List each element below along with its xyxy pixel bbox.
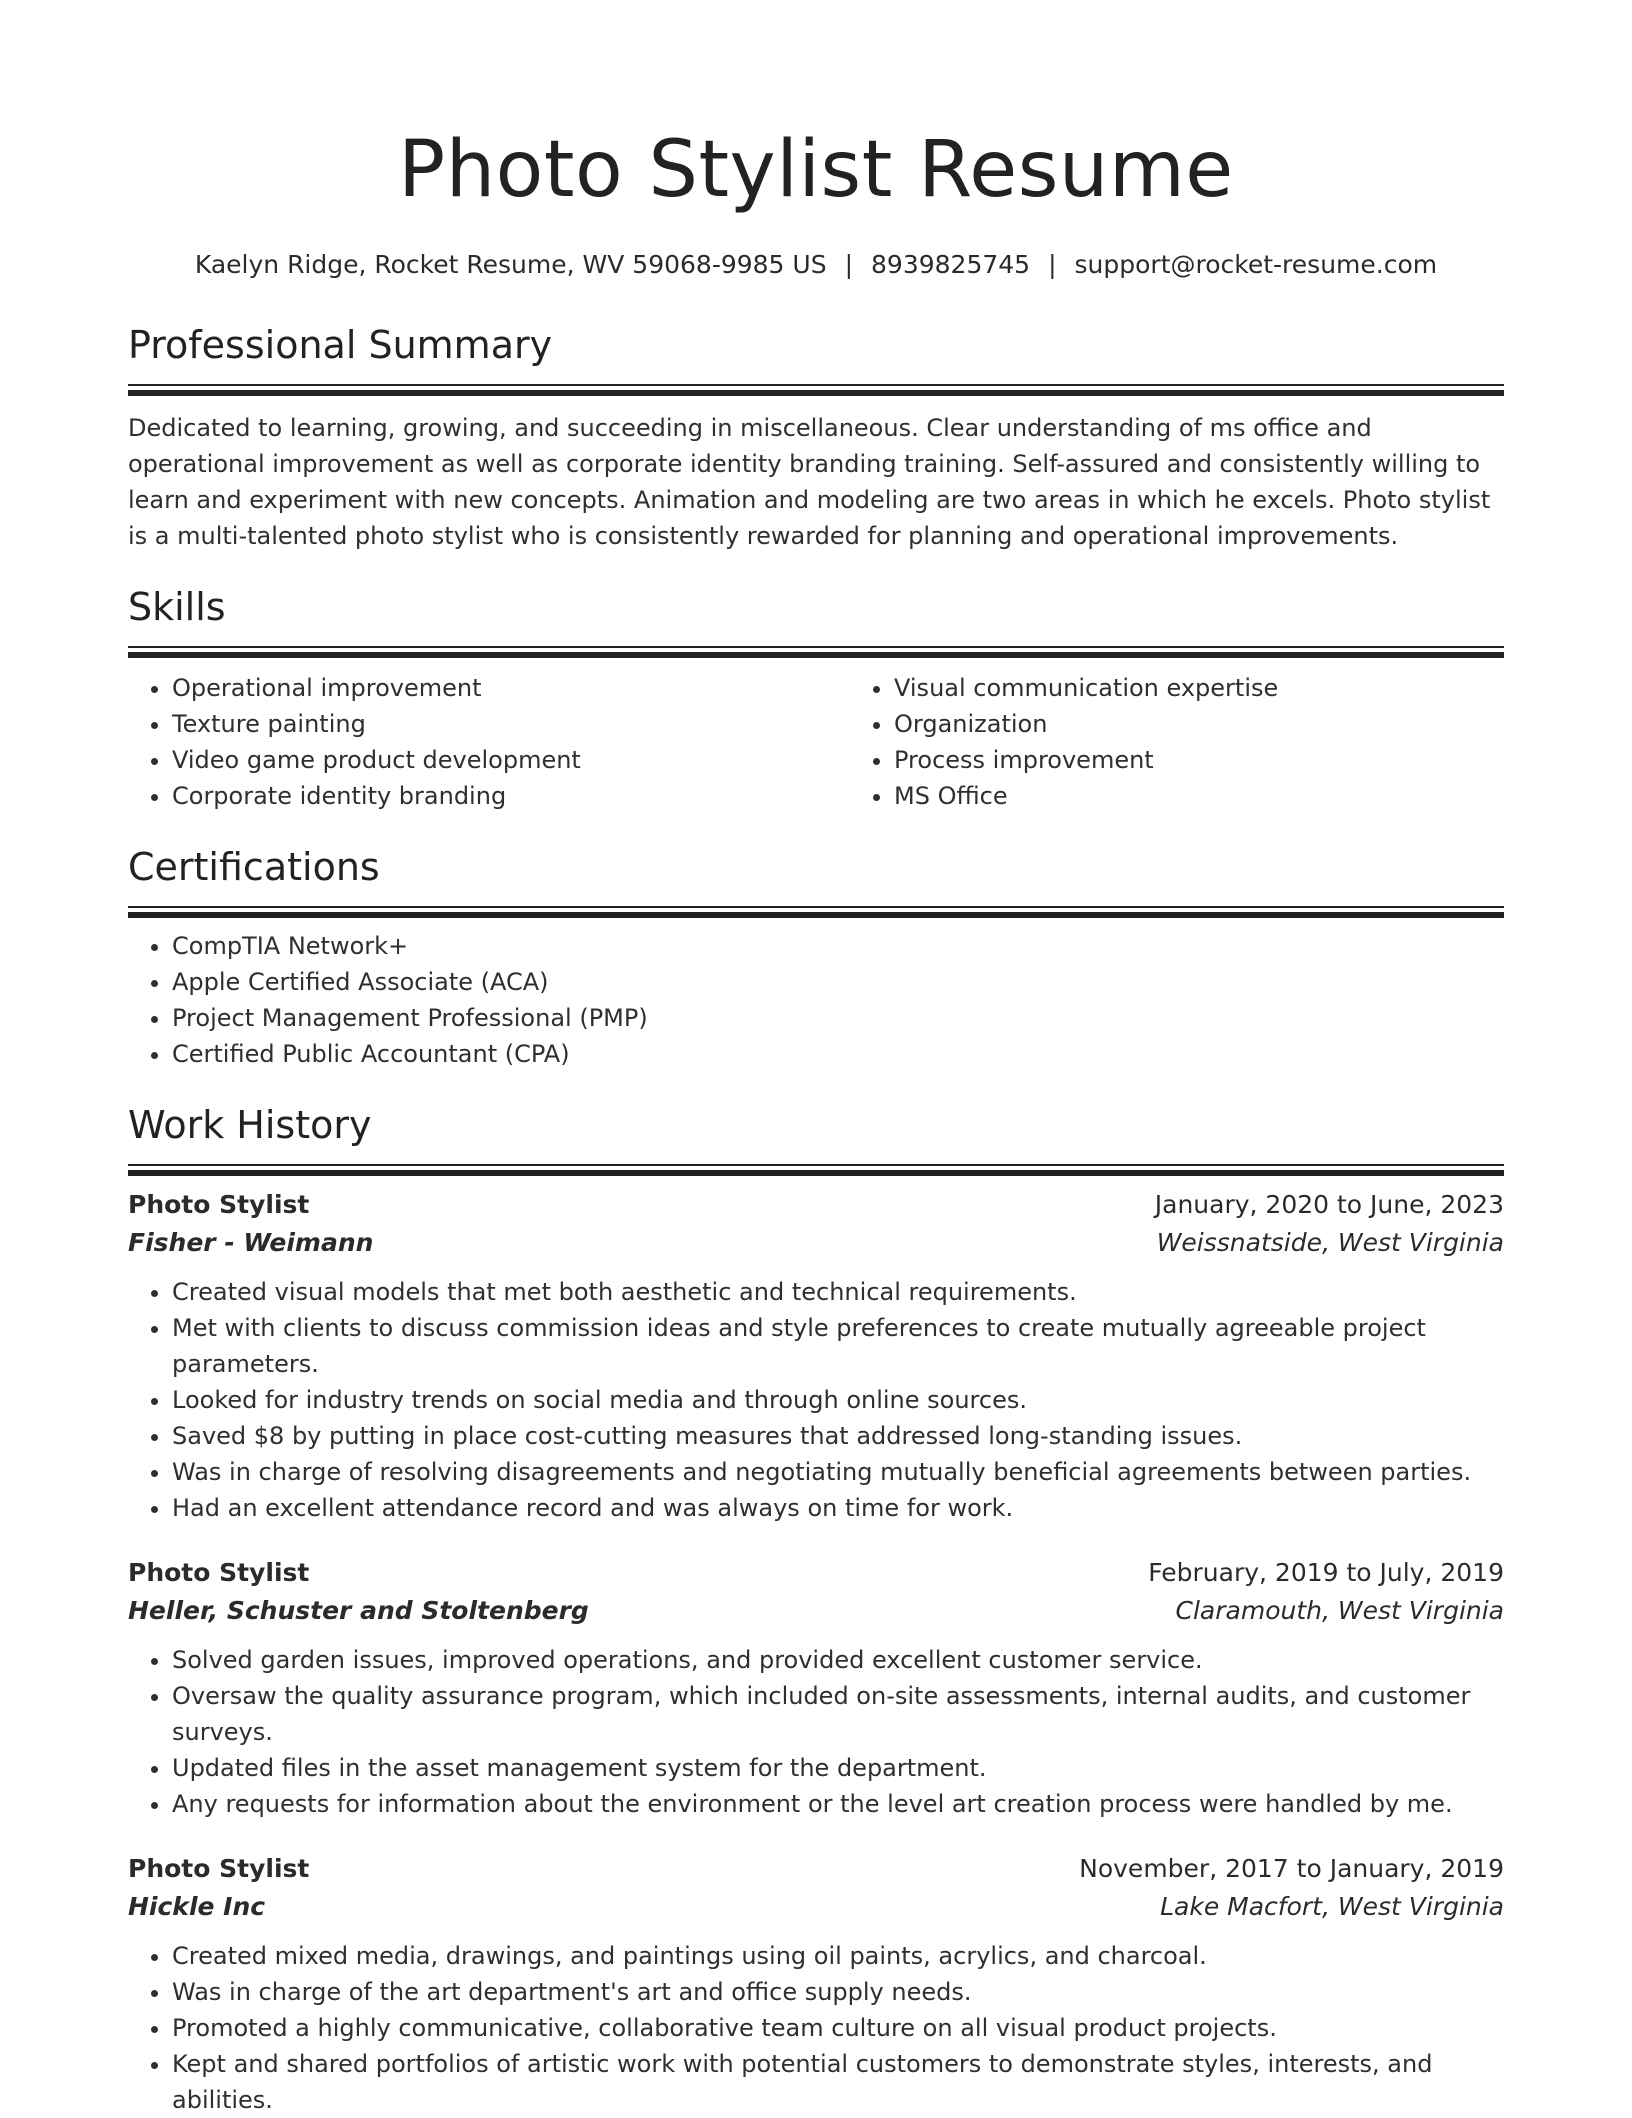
skill-item: • Organization — [894, 706, 1572, 742]
skill-item: • MS Office — [894, 778, 1572, 814]
section-divider — [128, 646, 1504, 658]
work-history-heading: Work History — [128, 1103, 372, 1147]
skill-item: • Process improvement — [894, 742, 1572, 778]
job-duty-item: • Solved garden issues, improved operations, and provided excellent customer service. — [172, 1642, 1504, 1678]
job-company-row — [128, 1592, 1504, 1630]
job-dates: January, 2020 to June, 2023 — [1154, 1190, 1504, 1219]
job-company: Fisher - Weimann — [128, 1228, 374, 1257]
job-duty-item: • Met with clients to discuss commission ideas and style preferences to create mutually agreeable project parameters. — [172, 1310, 1504, 1382]
skill-item: • Visual communication expertise — [894, 670, 1572, 706]
job-duty-item: • Promoted a highly communicative, collaborative team culture on all visual product projects. — [172, 2010, 1504, 2046]
certifications-list — [128, 928, 1504, 1072]
certifications-heading: Certifications — [128, 845, 380, 889]
summary-section — [128, 320, 1504, 554]
summary-text: Dedicated to learning, growing, and succeeding in miscellaneous. Clear understanding of ms office and operational improvement as well as corporate identity branding training. Self-assured and consistently willing to learn and experiment with new concepts. Animation and modeling are two areas in which he excels. Photo stylist is a multi-talented photo stylist who is consistently rewarded for planning and operational improvements. — [128, 414, 1491, 550]
job-company-row — [128, 1224, 1504, 1262]
job-duty-item: • Updated files in the asset management system for the department. — [172, 1750, 1504, 1786]
job-entry — [128, 1554, 1504, 1822]
contact-email: support@rocket-resume.com — [1074, 250, 1438, 279]
job-location: Lake Macfort, West Virginia — [1160, 1892, 1504, 1921]
job-duty-item: • Any requests for information about the environment or the level art creation process were handled by me. — [172, 1786, 1504, 1822]
job-title: Photo Stylist — [128, 1854, 310, 1883]
job-duty-item: • Created mixed media, drawings, and paintings using oil paints, acrylics, and charcoal. — [172, 1938, 1504, 1974]
section-divider — [128, 384, 1504, 396]
job-duty-item: • Was in charge of the art department's art and office supply needs. — [172, 1974, 1504, 2010]
job-header-row — [128, 1850, 1504, 1888]
skills-section — [128, 582, 1504, 814]
page-title: Photo Stylist Resume — [398, 125, 1234, 215]
job-duty-item: • Created visual models that met both aesthetic and technical requirements. — [172, 1274, 1504, 1310]
summary-heading: Professional Summary — [128, 323, 553, 367]
certification-item: • Certified Public Accountant (CPA) — [172, 1036, 1504, 1072]
section-divider — [128, 906, 1504, 918]
job-duty-item: • Was in charge of resolving disagreements and negotiating mutually beneficial agreements between parties. — [172, 1454, 1504, 1490]
contact-address: Kaelyn Ridge, Rocket Resume, WV 59068-9985 US — [194, 250, 827, 279]
skill-item: • Video game product development — [172, 742, 850, 778]
job-dates: February, 2019 to July, 2019 — [1148, 1558, 1504, 1587]
job-duties-list — [128, 1274, 1504, 1526]
job-location: Claramouth, West Virginia — [1175, 1596, 1504, 1625]
certification-item: • CompTIA Network+ — [172, 928, 1504, 964]
contact-separator: | — [844, 250, 854, 279]
job-company: Heller, Schuster and Stoltenberg — [128, 1596, 589, 1625]
contact-separator: | — [1048, 250, 1057, 279]
job-header-row — [128, 1554, 1504, 1592]
job-duties-list — [128, 1642, 1504, 1822]
skill-item: • Operational improvement — [172, 670, 850, 706]
job-title: Photo Stylist — [128, 1190, 310, 1219]
job-entry — [128, 1186, 1504, 1526]
job-duty-item: • Looked for industry trends on social media and through online sources. — [172, 1382, 1504, 1418]
job-entry — [128, 1850, 1504, 2118]
skills-list-right — [850, 670, 1572, 814]
skills-heading: Skills — [128, 585, 226, 629]
job-header-row — [128, 1186, 1504, 1224]
job-duty-item: • Saved $8 by putting in place cost-cutting measures that addressed long-standing issues. — [172, 1418, 1504, 1454]
job-company-row — [128, 1888, 1504, 1926]
contact-phone: 8939825745 — [871, 250, 1031, 279]
skills-list-left — [128, 670, 850, 814]
job-duties-list — [128, 1938, 1504, 2118]
certifications-section — [128, 842, 1504, 1072]
skill-item: • Corporate identity branding — [172, 778, 850, 814]
certification-item: • Project Management Professional (PMP) — [172, 1000, 1504, 1036]
contact-line — [128, 248, 1504, 282]
job-title: Photo Stylist — [128, 1558, 310, 1587]
job-duty-item: • Kept and shared portfolios of artistic work with potential customers to demonstrate styles, interests, and abilities. — [172, 2046, 1504, 2118]
job-company: Hickle Inc — [128, 1892, 266, 1921]
skills-grid — [128, 668, 1504, 814]
skill-item: • Texture painting — [172, 706, 850, 742]
job-duty-item: • Had an excellent attendance record and was always on time for work. — [172, 1490, 1504, 1526]
section-divider — [128, 1164, 1504, 1176]
job-dates: November, 2017 to January, 2019 — [1079, 1854, 1504, 1883]
job-duty-item: • Oversaw the quality assurance program, which included on-site assessments, internal audits, and customer surveys. — [172, 1678, 1504, 1750]
certification-item: • Apple Certified Associate (ACA) — [172, 964, 1504, 1000]
job-location: Weissnatside, West Virginia — [1156, 1228, 1504, 1257]
work-history-section — [128, 1100, 1504, 2118]
